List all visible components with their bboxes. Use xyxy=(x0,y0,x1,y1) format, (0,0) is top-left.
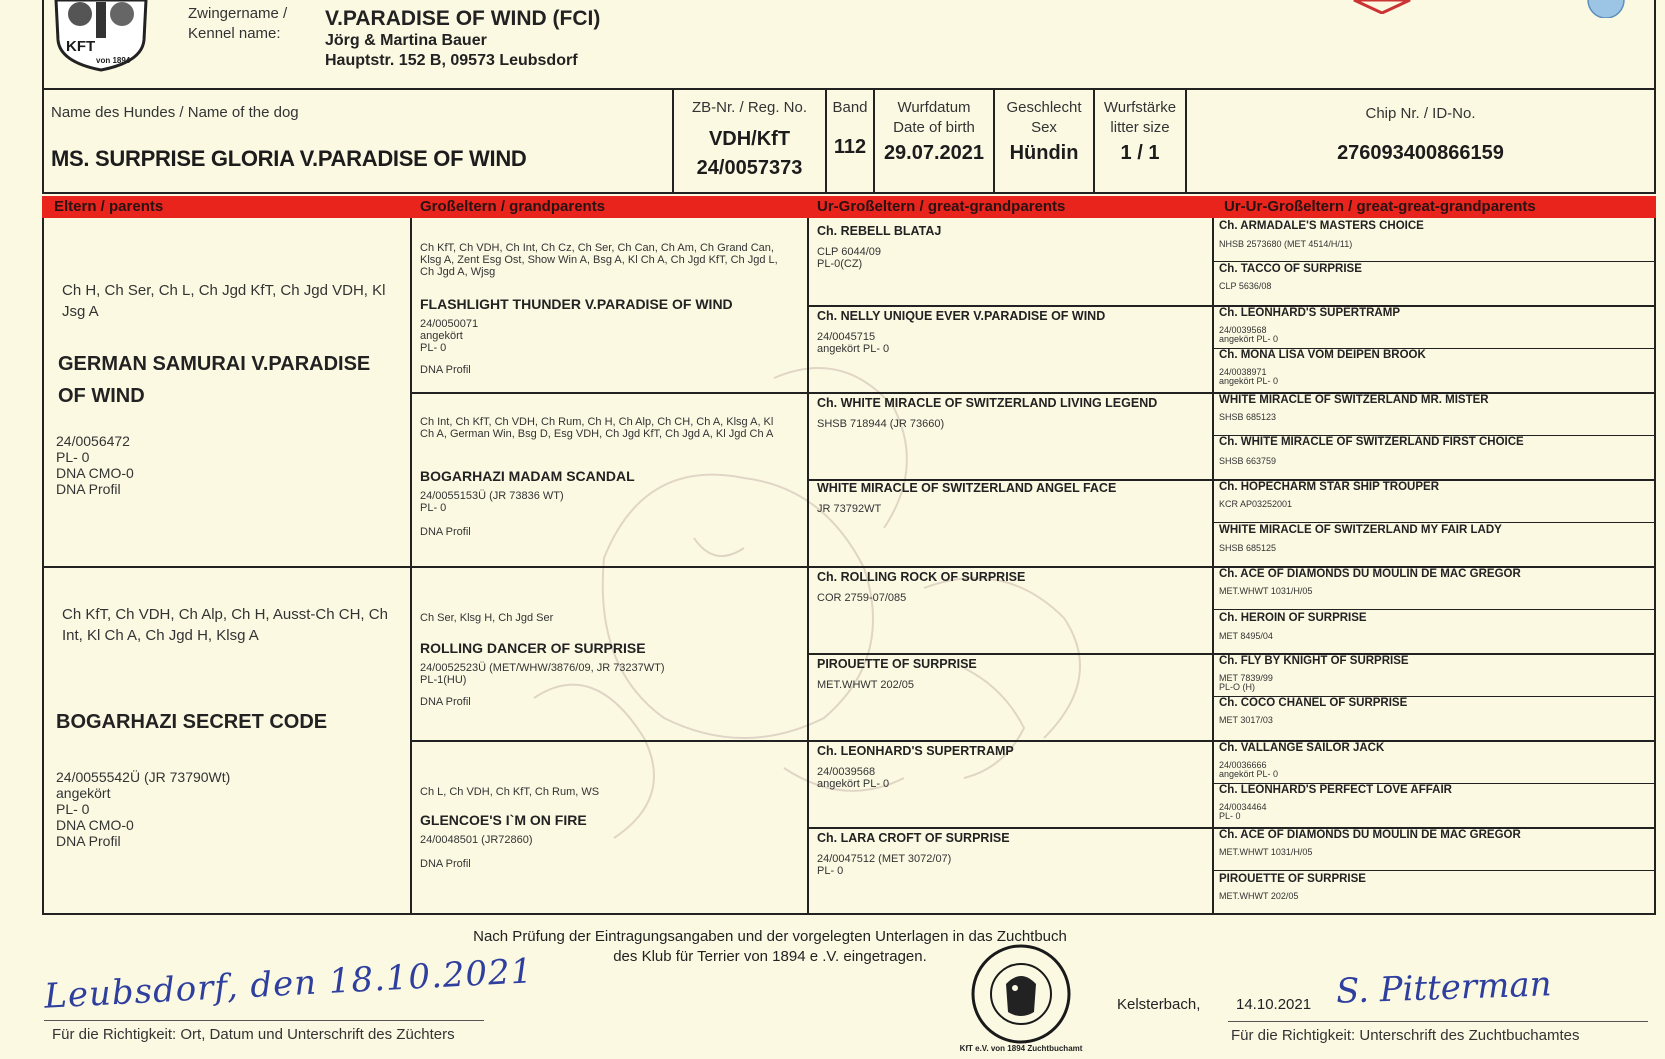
sex-cell xyxy=(995,90,1095,192)
ggg-detail: MET.WHWT 1031/H/05 xyxy=(1219,586,1313,596)
reg-no: 24/0057373 xyxy=(696,157,803,179)
office-signature-label: Für die Richtigkeit: Unterschrift des Zuchtbuchamtes xyxy=(1231,1027,1580,1044)
seal-icon xyxy=(968,942,1074,1046)
grandparent-titles: Ch Int, Ch KfT, Ch VDH, Ch Rum, Ch H, Ch Alp, Ch CH, Ch A, Klsg A, Kl Ch A, German Win, Bsg D, Esg VDH, Ch Jgd KfT, Ch Jgd A, Kl Jgd Ch A xyxy=(420,416,774,440)
parent-detail: 24/0056472 xyxy=(56,433,130,449)
ggg-name: Ch. TACCO OF SURPRISE xyxy=(1219,263,1362,275)
reg-prefix: VDH/KfT xyxy=(708,128,791,150)
grandparent-name: GLENCOE'S I`M ON FIRE xyxy=(420,812,587,828)
great-grandparent xyxy=(817,655,1209,741)
column-header-bar xyxy=(42,196,1656,218)
great-grandparent-name: Ch. NELLY UNIQUE EVER V.PARADISE OF WIND xyxy=(817,309,1106,323)
grandparent-dna: DNA Profil xyxy=(420,364,471,376)
dob-label-en: Date of birth xyxy=(893,119,975,136)
sex-value: Hündin xyxy=(1009,142,1079,164)
parent-name: GERMAN SAMURAI V.PARADISE OF WIND xyxy=(58,353,371,407)
ggg-name: Ch. HEROIN OF SURPRISE xyxy=(1219,612,1367,624)
grandparent-dna: DNA Profil xyxy=(420,526,471,538)
great-grandparent-detail: CLP 6044/09 xyxy=(817,246,882,258)
parent-titles: Ch H, Ch Ser, Ch L, Ch Jgd KfT, Ch Jgd VDH, Kl Jsg A xyxy=(62,282,386,320)
litter-cell xyxy=(1095,90,1187,192)
parent-titles: Ch KfT, Ch VDH, Ch Alp, Ch H, Ausst-Ch CH, Ch Int, Kl Ch A, Ch Jgd H, Klsg A xyxy=(62,606,388,644)
grandparent-detail: 24/0050071 xyxy=(420,318,479,330)
band-value: 112 xyxy=(833,136,867,158)
ggg-entry xyxy=(1219,742,1649,783)
ggg-name: PIROUETTE OF SURPRISE xyxy=(1219,873,1366,885)
ggg-detail: PL-O (H) xyxy=(1219,682,1255,692)
ggg-entry xyxy=(1219,349,1649,392)
parent-sire xyxy=(56,218,406,564)
seal-text: KfT e.V. von 1894 Zuchtbuchamt xyxy=(959,1044,1083,1053)
great-grandparent-name: Ch. WHITE MIRACLE OF SWITZERLAND LIVING LEGEND xyxy=(817,396,1158,410)
parent-detail: DNA Profil xyxy=(56,833,121,849)
office-place: Kelsterbach, xyxy=(1117,996,1201,1013)
pedigree-grid xyxy=(42,218,1656,915)
dog-name-label: Name des Hundes / Name of the dog xyxy=(51,104,299,121)
great-grandparent-detail: PL-0(CZ) xyxy=(817,258,863,270)
ggg-entry xyxy=(1219,262,1649,305)
ggg-detail: SHSB 685125 xyxy=(1219,543,1277,553)
breeder-signature-line xyxy=(44,1020,484,1021)
sex-label-en: Sex xyxy=(1031,119,1057,136)
great-grandparent xyxy=(817,829,1209,913)
great-grandparent-detail: JR 73792WT xyxy=(817,503,882,515)
office-date: 14.10.2021 xyxy=(1236,996,1312,1013)
grandparent xyxy=(420,568,804,740)
sex-label-de: Geschlecht xyxy=(1006,99,1082,116)
great-grandparent-detail: 24/0045715 xyxy=(817,331,876,343)
dog-info-row xyxy=(42,90,1656,194)
grandparent-dna: DNA Profil xyxy=(420,696,471,708)
great-grandparent-detail: angekört PL- 0 xyxy=(817,343,890,355)
ggg-name: Ch. FLY BY KNIGHT OF SURPRISE xyxy=(1219,655,1409,667)
office-signature-line xyxy=(1228,1021,1648,1022)
ggg-name: Ch. ACE OF DIAMONDS DU MOULIN DE MAC GREGOR xyxy=(1219,568,1521,580)
grandparent-detail: PL-1(HU) xyxy=(420,674,467,686)
ggg-detail: PL- 0 xyxy=(1219,811,1241,821)
ggg-detail: 24/0039568 xyxy=(1219,325,1267,335)
band-label: Band xyxy=(832,99,868,116)
ggg-detail: 24/0036666 xyxy=(1219,760,1267,770)
chip-cell xyxy=(1187,90,1654,192)
great-grandparent-detail: 24/0047512 (MET 3072/07) xyxy=(817,853,952,865)
ggg-detail: angekört PL- 0 xyxy=(1219,334,1279,344)
ggg-detail: NHSB 2573680 (MET 4514/H/11) xyxy=(1219,239,1353,249)
col-header-parents: Eltern / parents xyxy=(54,198,164,215)
grandparent-titles: Ch L, Ch VDH, Ch KfT, Ch Rum, WS xyxy=(420,786,600,798)
parent-dam xyxy=(56,568,406,913)
ggg-name: Ch. ACE OF DIAMONDS DU MOULIN DE MAC GREGOR xyxy=(1219,829,1521,841)
kennel-name: V.PARADISE OF WIND (FCI) xyxy=(325,7,601,30)
ggg-entry xyxy=(1219,307,1649,349)
col-header-great-grandparents: Ur-Großeltern / great-grandparents xyxy=(817,198,1066,215)
grandparent-name: ROLLING DANCER OF SURPRISE xyxy=(420,640,646,656)
dog-name-cell xyxy=(44,90,674,192)
dob-cell xyxy=(875,90,995,192)
registration-line-2: des Klub für Terrier von 1894 e .V. eingetragen. xyxy=(613,948,927,965)
breeder-signature-label: Für die Richtigkeit: Ort, Datum und Unterschrift des Züchters xyxy=(52,1026,455,1043)
reg-no-label: ZB-Nr. / Reg. No. xyxy=(691,99,808,116)
ggg-detail: MET 7839/99 xyxy=(1219,673,1273,683)
kennel-address: Hauptstr. 152 B, 09573 Leubsdorf xyxy=(325,52,578,69)
ggg-name: Ch. LEONHARD'S SUPERTRAMP xyxy=(1219,307,1400,319)
ggg-entry xyxy=(1219,655,1649,696)
great-grandparent-detail: SHSB 718944 (JR 73660) xyxy=(817,418,945,430)
ggg-entry xyxy=(1219,481,1649,522)
grandparent-detail: 24/0052523Ü (MET/WHW/3876/09, JR 73237WT) xyxy=(420,662,665,674)
ggg-entry xyxy=(1219,523,1649,566)
logo-year: von 1894 xyxy=(96,56,131,65)
great-grandparent-detail: angekört PL- 0 xyxy=(817,778,890,790)
kennel-owner: Jörg & Martina Bauer xyxy=(325,32,487,49)
kennel-label-en: Kennel name: xyxy=(188,25,281,42)
parent-detail: DNA CMO-0 xyxy=(56,817,134,833)
kft-logo xyxy=(52,0,150,72)
grandparent-name: BOGARHAZI MADAM SCANDAL xyxy=(420,468,635,484)
great-grandparent xyxy=(817,568,1209,654)
grandparent-detail: 24/0055153Ü (JR 73836 WT) xyxy=(420,490,564,502)
office-signature: S. Pitterman xyxy=(1335,964,1553,1012)
grandparent-dna: DNA Profil xyxy=(420,858,471,870)
great-grandparent xyxy=(817,218,1209,304)
ggg-detail: 24/0038971 xyxy=(1219,367,1267,377)
grandparent-titles: Ch Ser, Klsg H, Ch Jgd Ser xyxy=(420,612,554,624)
grandparent-detail: angekört xyxy=(420,330,463,342)
ggg-entry xyxy=(1219,218,1649,261)
ggg-detail: MET.WHWT 202/05 xyxy=(1219,891,1299,901)
breeder-signature: Leubsdorf, den 18.10.2021 xyxy=(43,951,535,1017)
grandparent-titles: Ch KfT, Ch VDH, Ch Int, Ch Cz, Ch Ser, Ch Can, Ch Am, Ch Grand Can, Klsg A, Zent Esg Ost, Show Win A, Bsg A, Kl Ch A, Ch Jgd KfT, Ch Jgd L, Ch Jgd A, Wjsg xyxy=(420,242,778,278)
great-grandparent xyxy=(817,481,1209,567)
logo-text: KFT xyxy=(66,38,96,55)
ggg-detail: angekört PL- 0 xyxy=(1219,376,1279,386)
great-grandparent-name: Ch. REBELL BLATAJ xyxy=(817,224,942,238)
ggg-detail: angekört PL- 0 xyxy=(1219,769,1279,779)
ggg-entry xyxy=(1219,436,1649,479)
ggg-detail: SHSB 663759 xyxy=(1219,456,1277,466)
ggg-name: Ch. COCO CHANEL OF SURPRISE xyxy=(1219,697,1408,709)
parent-name: BOGARHAZI SECRET CODE xyxy=(56,711,328,733)
ggg-entry xyxy=(1219,394,1649,435)
fci-emblem-icon xyxy=(1352,0,1412,14)
chip-label: Chip Nr. / ID-No. xyxy=(1365,105,1476,122)
ggg-name: Ch. MONA LISA VOM DEIPEN BROOK xyxy=(1219,349,1426,361)
grandparent-detail: PL- 0 xyxy=(420,502,447,514)
great-grandparent-name: Ch. LARA CROFT OF SURPRISE xyxy=(817,831,1010,845)
parent-detail: DNA CMO-0 xyxy=(56,465,134,481)
parent-detail: PL- 0 xyxy=(56,801,90,817)
globe-icon xyxy=(1586,0,1626,18)
litter-label-de: Wurfstärke xyxy=(1103,99,1177,116)
col-header-grandparents: Großeltern / grandparents xyxy=(420,198,606,215)
dog-name: MS. SURPRISE GLORIA V.PARADISE OF WIND xyxy=(51,146,527,171)
kennel-label-de: Zwingername / xyxy=(188,5,288,22)
great-grandparent xyxy=(817,394,1209,480)
grandparent xyxy=(420,742,804,912)
ggg-name: Ch. LEONHARD'S PERFECT LOVE AFFAIR xyxy=(1219,784,1452,796)
grandparent xyxy=(420,394,804,566)
parent-detail: 24/0055542Ü (JR 73790Wt) xyxy=(56,769,231,785)
great-grandparent-name: Ch. ROLLING ROCK OF SURPRISE xyxy=(817,570,1026,584)
grandparent-name: FLASHLIGHT THUNDER V.PARADISE OF WIND xyxy=(420,296,733,312)
ggg-detail: CLP 5636/08 xyxy=(1219,281,1272,291)
ggg-name: Ch. WHITE MIRACLE OF SWITZERLAND FIRST CHOICE xyxy=(1219,436,1524,448)
parent-detail: DNA Profil xyxy=(56,481,121,497)
col-header-great-great-grandparents: Ur-Ur-Großeltern / great-great-grandparents xyxy=(1224,198,1536,215)
ggg-entry xyxy=(1219,871,1649,913)
great-grandparent-detail: 24/0039568 xyxy=(817,766,876,778)
grandparent xyxy=(420,218,804,390)
ggg-detail: MET 3017/03 xyxy=(1219,715,1273,725)
band-cell xyxy=(827,90,875,192)
great-grandparent-name: PIROUETTE OF SURPRISE xyxy=(817,657,977,671)
ggg-name: Ch. ARMADALE'S MASTERS CHOICE xyxy=(1219,220,1424,232)
ggg-detail: SHSB 685123 xyxy=(1219,412,1277,422)
ggg-entry xyxy=(1219,610,1649,653)
ggg-detail: 24/0034464 xyxy=(1219,802,1267,812)
ggg-detail: MET.WHWT 1031/H/05 xyxy=(1219,847,1313,857)
ggg-name: Ch. HOPECHARM STAR SHIP TROUPER xyxy=(1219,481,1440,493)
great-grandparent-detail: PL- 0 xyxy=(817,865,844,877)
ggg-detail: KCR AP03252001 xyxy=(1219,499,1293,509)
great-grandparent xyxy=(817,307,1209,393)
dob-label-de: Wurfdatum xyxy=(897,99,971,116)
grandparent-detail: PL- 0 xyxy=(420,342,447,354)
grandparent-detail: 24/0048501 (JR72860) xyxy=(420,834,533,846)
reg-no-cell xyxy=(674,90,827,192)
great-grandparent-name: Ch. LEONHARD'S SUPERTRAMP xyxy=(817,744,1014,758)
ggg-name: WHITE MIRACLE OF SWITZERLAND MR. MISTER xyxy=(1219,394,1489,406)
great-grandparent xyxy=(817,742,1209,828)
ggg-entry xyxy=(1219,568,1649,609)
ggg-entry xyxy=(1219,784,1649,827)
ggg-entry xyxy=(1219,829,1649,870)
ggg-name: Ch. VALLANGE SAILOR JACK xyxy=(1219,742,1385,754)
litter-value: 1 / 1 xyxy=(1120,142,1160,164)
parent-detail: PL- 0 xyxy=(56,449,90,465)
ggg-name: WHITE MIRACLE OF SWITZERLAND MY FAIR LADY xyxy=(1219,524,1502,536)
dob-value: 29.07.2021 xyxy=(883,142,985,164)
parent-detail: angekört xyxy=(56,785,111,801)
ggg-detail: MET 8495/04 xyxy=(1219,631,1273,641)
great-grandparent-detail: COR 2759-07/085 xyxy=(817,592,907,604)
registration-line-1: Nach Prüfung der Eintragungsangaben und der vorgelegten Unterlagen in das Zuchtbuch xyxy=(473,928,1067,945)
zuchtbuchamt-seal xyxy=(959,942,1083,1053)
great-grandparent-name: WHITE MIRACLE OF SWITZERLAND ANGEL FACE xyxy=(817,481,1117,495)
chip-value: 276093400866159 xyxy=(1337,142,1504,164)
great-grandparent-detail: MET.WHWT 202/05 xyxy=(817,679,914,691)
ggg-entry xyxy=(1219,697,1649,740)
litter-label-en: litter size xyxy=(1110,119,1170,136)
